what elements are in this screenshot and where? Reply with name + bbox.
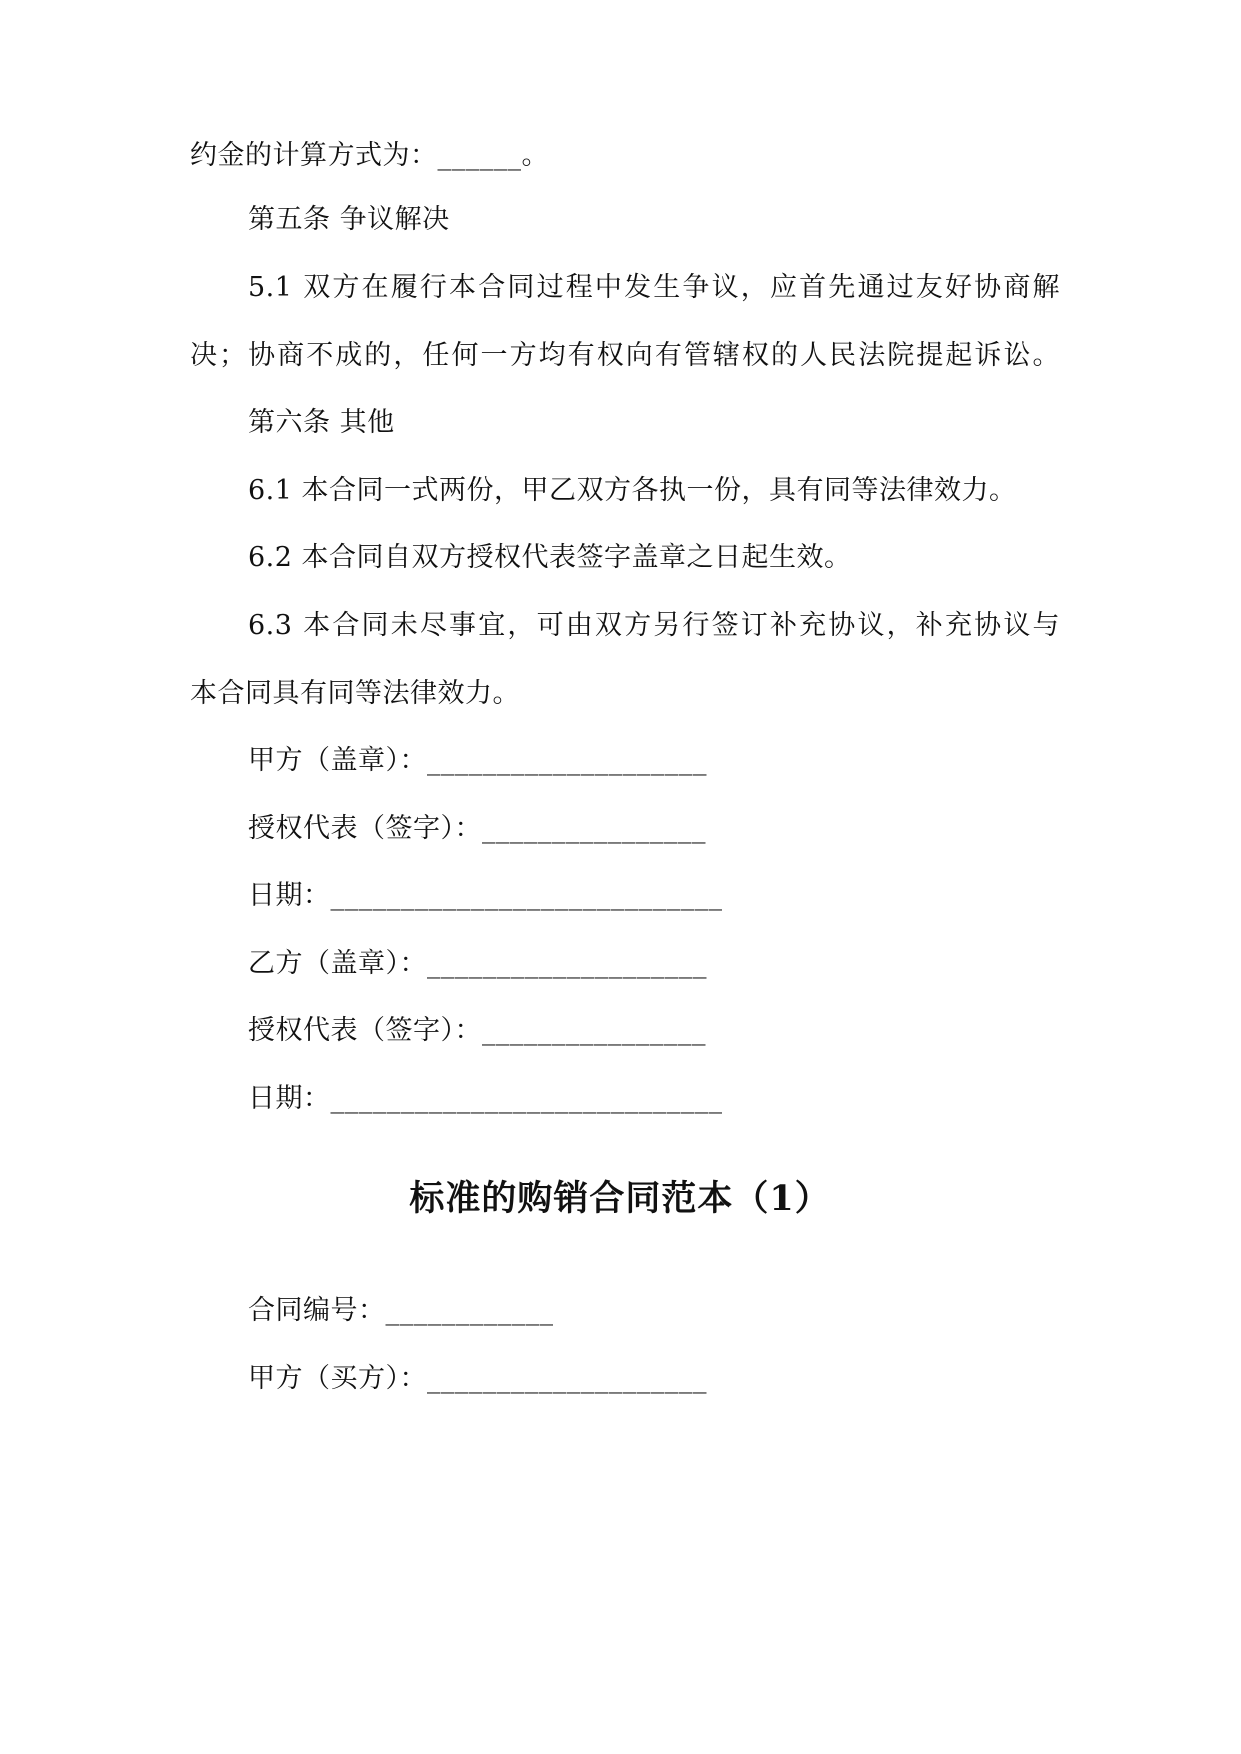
section-heading: 第五条 争议解决 — [248, 204, 450, 235]
party-b-date-field: 日期：____________________________ — [248, 1083, 723, 1114]
text-line: 约金的计算方式为：______。 — [190, 140, 549, 171]
text-line: 6.1 本合同一式两份，甲乙双方各执一份，具有同等法律效力。 — [248, 475, 1017, 506]
party-a-representative-field: 授权代表（签字）：________________ — [248, 813, 706, 844]
contract-number-field: 合同编号：____________ — [248, 1295, 554, 1326]
party-b-seal-field: 乙方（盖章）：____________________ — [248, 948, 707, 979]
text-line: 决；协商不成的，任何一方均有权向有管辖权的人民法院提起诉讼。 — [190, 340, 1060, 371]
party-b-representative-field: 授权代表（签字）：________________ — [248, 1015, 706, 1046]
document-title: 标准的购销合同范本（1） — [409, 1178, 831, 1219]
text-line: 6.2 本合同自双方授权代表签字盖章之日起生效。 — [248, 542, 852, 573]
party-a-date-field: 日期：____________________________ — [248, 880, 723, 911]
section-heading: 第六条 其他 — [248, 407, 395, 438]
text-line: 5.1 双方在履行本合同过程中发生争议，应首先通过友好协商解 — [248, 272, 1060, 303]
party-a-seal-field: 甲方（盖章）：____________________ — [248, 745, 707, 776]
buyer-field: 甲方（买方）：____________________ — [248, 1363, 707, 1394]
text-line: 6.3 本合同未尽事宜，可由双方另行签订补充协议，补充协议与 — [248, 610, 1060, 641]
text-line: 本合同具有同等法律效力。 — [190, 678, 520, 709]
